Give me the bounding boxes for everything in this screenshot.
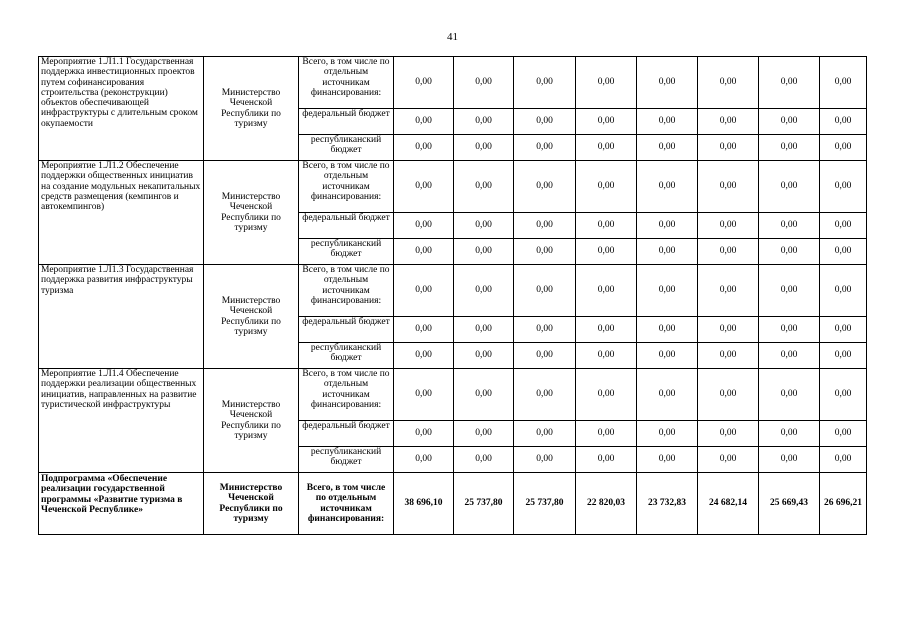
funding-source: федеральный бюджет — [299, 421, 394, 447]
funding-value: 0,00 — [698, 109, 759, 135]
funding-value: 0,00 — [394, 343, 454, 369]
funding-value: 0,00 — [514, 369, 576, 421]
funding-value: 0,00 — [820, 213, 867, 239]
funding-value: 0,00 — [514, 343, 576, 369]
funding-value: 0,00 — [698, 317, 759, 343]
subprogram-executor: Министерство Чеченской Республики по туризму — [204, 473, 299, 535]
funding-value: 0,00 — [454, 161, 514, 213]
funding-value: 0,00 — [514, 239, 576, 265]
funding-source: федеральный бюджет — [299, 109, 394, 135]
funding-value: 0,00 — [394, 213, 454, 239]
funding-value: 0,00 — [698, 343, 759, 369]
financing-table — [38, 56, 867, 535]
measure-executor: Министерство Чеченской Республики по туризму — [204, 265, 299, 369]
funding-value: 0,00 — [698, 421, 759, 447]
funding-value: 0,00 — [514, 317, 576, 343]
funding-source: Всего, в том числе по отдельным источникам финансирования: — [299, 57, 394, 109]
funding-source: федеральный бюджет — [299, 213, 394, 239]
funding-value: 0,00 — [637, 421, 698, 447]
funding-value: 0,00 — [576, 369, 637, 421]
funding-value: 0,00 — [637, 317, 698, 343]
funding-value: 0,00 — [698, 447, 759, 473]
funding-value: 0,00 — [394, 57, 454, 109]
funding-value: 0,00 — [576, 161, 637, 213]
measure-executor: Министерство Чеченской Республики по туризму — [204, 369, 299, 473]
measure-name: Мероприятие 1.Л1.2 Обеспечение поддержки общественных инициатив на создание модульных некапитальных средств размещения (кемпингов и автокемпингов) — [39, 161, 204, 265]
table-row — [39, 265, 867, 317]
funding-value: 0,00 — [820, 57, 867, 109]
funding-value: 0,00 — [576, 135, 637, 161]
table-row — [39, 369, 867, 421]
funding-value: 0,00 — [820, 421, 867, 447]
funding-value: 0,00 — [514, 57, 576, 109]
funding-value: 0,00 — [576, 109, 637, 135]
funding-source: республиканский бюджет — [299, 343, 394, 369]
funding-value: 0,00 — [698, 239, 759, 265]
funding-value: 22 820,03 — [576, 473, 637, 535]
table-row — [39, 161, 867, 213]
funding-value: 0,00 — [394, 421, 454, 447]
funding-value: 0,00 — [454, 57, 514, 109]
funding-value: 0,00 — [394, 239, 454, 265]
funding-value: 0,00 — [820, 447, 867, 473]
funding-value: 0,00 — [394, 109, 454, 135]
funding-source: республиканский бюджет — [299, 135, 394, 161]
funding-value: 0,00 — [576, 421, 637, 447]
funding-value: 0,00 — [698, 135, 759, 161]
funding-value: 0,00 — [454, 317, 514, 343]
funding-value: 0,00 — [394, 369, 454, 421]
funding-value: 0,00 — [759, 213, 820, 239]
measure-executor: Министерство Чеченской Республики по туризму — [204, 57, 299, 161]
funding-value: 0,00 — [576, 447, 637, 473]
funding-value: 25 737,80 — [514, 473, 576, 535]
funding-value: 0,00 — [759, 265, 820, 317]
funding-value: 0,00 — [820, 239, 867, 265]
funding-value: 24 682,14 — [698, 473, 759, 535]
funding-value: 0,00 — [454, 109, 514, 135]
funding-value: 23 732,83 — [637, 473, 698, 535]
funding-value: 0,00 — [576, 57, 637, 109]
funding-value: 0,00 — [454, 421, 514, 447]
funding-value: 0,00 — [820, 317, 867, 343]
funding-value: 0,00 — [576, 213, 637, 239]
funding-value: 0,00 — [454, 213, 514, 239]
funding-value: 0,00 — [576, 265, 637, 317]
funding-value: 0,00 — [514, 447, 576, 473]
funding-value: 26 696,21 — [820, 473, 867, 535]
funding-source: республиканский бюджет — [299, 239, 394, 265]
subprogram-name: Подпрограмма «Обеспечение реализации государственной программы «Развитие туризма в Чеченской Республике» — [39, 473, 204, 535]
funding-value: 0,00 — [759, 317, 820, 343]
funding-value: 0,00 — [820, 109, 867, 135]
funding-value: 0,00 — [514, 109, 576, 135]
funding-value: 0,00 — [514, 135, 576, 161]
funding-value: 0,00 — [454, 239, 514, 265]
funding-value: 0,00 — [637, 447, 698, 473]
funding-value: 0,00 — [698, 57, 759, 109]
funding-source: Всего, в том числе по отдельным источникам финансирования: — [299, 369, 394, 421]
funding-value: 0,00 — [759, 421, 820, 447]
funding-value: 0,00 — [514, 265, 576, 317]
funding-value: 0,00 — [576, 317, 637, 343]
funding-value: 0,00 — [820, 265, 867, 317]
funding-value: 0,00 — [820, 369, 867, 421]
funding-value: 0,00 — [576, 343, 637, 369]
funding-value: 0,00 — [637, 57, 698, 109]
measure-name: Мероприятие 1.Л1.4 Обеспечение поддержки реализации общественных инициатив, направленных на развитие туристической инфраструктуры — [39, 369, 204, 473]
funding-value: 0,00 — [454, 265, 514, 317]
funding-source: Всего, в том числе по отдельным источникам финансирования: — [299, 473, 394, 535]
funding-value: 0,00 — [759, 343, 820, 369]
table-row — [39, 57, 867, 109]
funding-value: 0,00 — [820, 161, 867, 213]
measure-name: Мероприятие 1.Л1.1 Государственная поддержка инвестиционных проектов путем софинансирования строительства (реконструкции) объектов обеспечивающей инфраструктуры с длительным сроком окупаемости — [39, 57, 204, 161]
funding-value: 0,00 — [637, 369, 698, 421]
funding-value: 0,00 — [394, 447, 454, 473]
funding-value: 0,00 — [759, 447, 820, 473]
funding-value: 0,00 — [637, 135, 698, 161]
funding-value: 0,00 — [698, 161, 759, 213]
funding-source: федеральный бюджет — [299, 317, 394, 343]
funding-value: 0,00 — [394, 135, 454, 161]
funding-value: 0,00 — [637, 343, 698, 369]
funding-source: Всего, в том числе по отдельным источникам финансирования: — [299, 265, 394, 317]
funding-value: 0,00 — [514, 213, 576, 239]
funding-value: 0,00 — [759, 57, 820, 109]
funding-value: 0,00 — [698, 369, 759, 421]
subprogram-row — [39, 473, 867, 535]
funding-value: 0,00 — [698, 213, 759, 239]
funding-source: республиканский бюджет — [299, 447, 394, 473]
funding-value: 0,00 — [698, 265, 759, 317]
funding-value: 0,00 — [394, 161, 454, 213]
funding-value: 0,00 — [637, 265, 698, 317]
funding-value: 0,00 — [454, 343, 514, 369]
funding-value: 0,00 — [454, 369, 514, 421]
measure-executor: Министерство Чеченской Республики по туризму — [204, 161, 299, 265]
funding-value: 25 669,43 — [759, 473, 820, 535]
funding-value: 0,00 — [820, 343, 867, 369]
funding-value: 38 696,10 — [394, 473, 454, 535]
funding-value: 0,00 — [820, 135, 867, 161]
funding-value: 0,00 — [759, 161, 820, 213]
funding-value: 0,00 — [394, 265, 454, 317]
funding-value: 0,00 — [514, 161, 576, 213]
funding-value: 0,00 — [454, 135, 514, 161]
funding-value: 25 737,80 — [454, 473, 514, 535]
funding-value: 0,00 — [514, 421, 576, 447]
funding-value: 0,00 — [454, 447, 514, 473]
funding-value: 0,00 — [576, 239, 637, 265]
funding-value: 0,00 — [759, 369, 820, 421]
funding-value: 0,00 — [637, 161, 698, 213]
page-number: 41 — [447, 31, 458, 43]
funding-value: 0,00 — [759, 109, 820, 135]
funding-value: 0,00 — [394, 317, 454, 343]
funding-value: 0,00 — [759, 135, 820, 161]
funding-value: 0,00 — [637, 109, 698, 135]
funding-value: 0,00 — [759, 239, 820, 265]
measure-name: Мероприятие 1.Л1.3 Государственная поддержка развития инфраструктуры туризма — [39, 265, 204, 369]
funding-value: 0,00 — [637, 213, 698, 239]
funding-source: Всего, в том числе по отдельным источникам финансирования: — [299, 161, 394, 213]
funding-value: 0,00 — [637, 239, 698, 265]
